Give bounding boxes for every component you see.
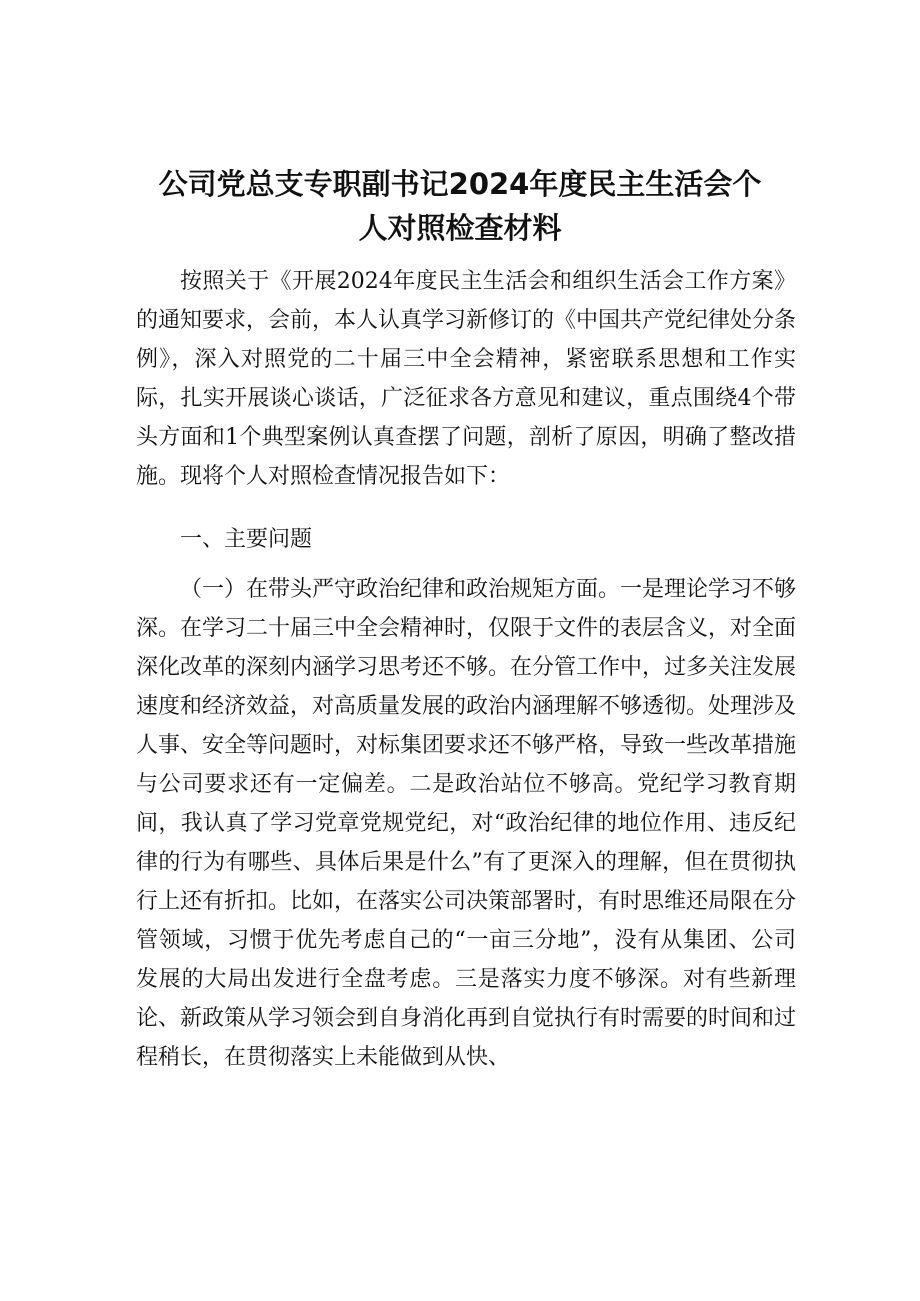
document-title-line-2: 人对照检查材料 [358, 211, 562, 245]
intro-paragraph: 按照关于《开展2024年度民主生活会和组织生活会工作方案》的通知要求，会前，本人认真学习新修订的《中国共产党纪律处分条例》，深入对照党的二十届三中全会精神，紧密联系思想和工作实际，扎实开展谈心谈话，广泛征求各方意见和建议，重点围绕4个带头方面和1个典型案例认真查摆了问题，剖析了原因，明确了整改措施。现将个人对照检查情况报告如下： [136, 269, 797, 489]
section-paragraph: （一）在带头严守政治纪律和政治规矩方面。一是理论学习不够深。在学习二十届三中全会精神时，仅限于文件的表层含义，对全面深化改革的深刻内涵学习思考还不够。在分管工作中，过多关注发展速度和经济效益，对高质量发展的政治内涵理解不够透彻。处理涉及人事、安全等问题时，对标集团要求还不够严格，导致一些改革措施与公司要求还有一定偏差。二是政治站位不够高。党纪学习教育期间，我认真了学习党章党规党纪，对“政治纪律的地位作用、违反纪律的行为有哪些、具体后果是什么”有了更深入的理解，但在贯彻执行上还有折扣。比如，在落实公司决策部署时，有时思维还局限在分管领域，习惯于优先考虑自己的“一亩三分地”，没有从集团、公司发展的大局出发进行全盘考虑。三是落实力度不够深。对有些新理论、新政策从学习领会到自身消化再到自觉执行有时需要的时间和过程稍长，在贯彻落实上未能做到从快、 [136, 577, 797, 1070]
document-title-line-1: 公司党总支专职副书记2024年度民主生活会个 [158, 167, 762, 201]
section-heading: 一、主要问题 [180, 527, 313, 552]
